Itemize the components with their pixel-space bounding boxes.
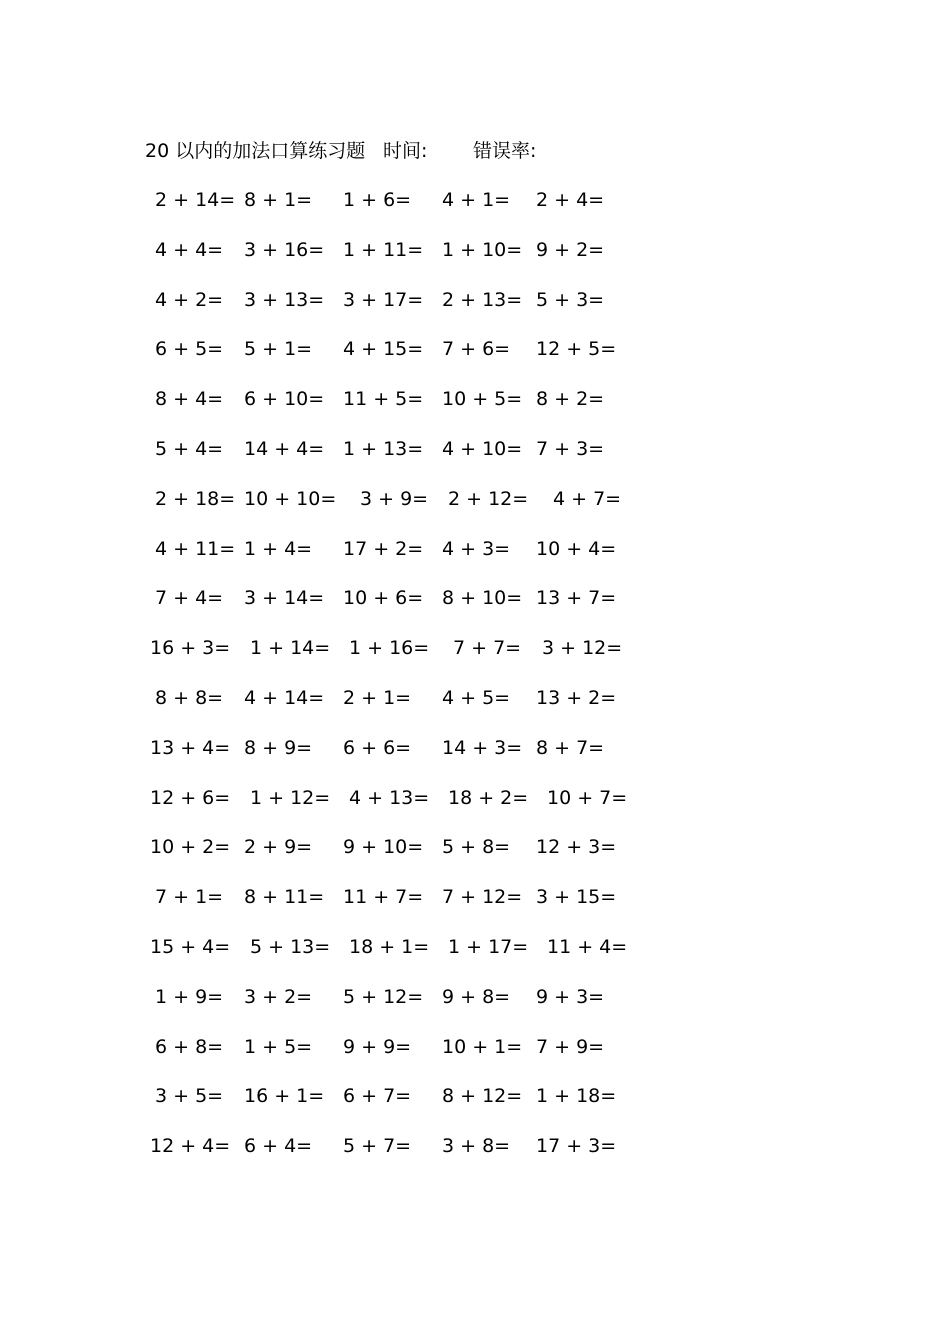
problem-item: 1 + 18= (536, 1085, 617, 1108)
problem-item: 11 + 5= (343, 388, 424, 411)
problem-row (0, 486, 950, 512)
problem-item: 2 + 18= (155, 487, 236, 510)
problem-item: 1 + 5= (244, 1035, 313, 1058)
problem-item: 9 + 2= (536, 238, 605, 261)
problem-item: 1 + 4= (244, 537, 313, 560)
problem-item: 16 + 1= (244, 1085, 325, 1108)
problem-item: 1 + 17= (448, 936, 529, 958)
problem-item: 12 + 3= (536, 836, 617, 859)
problem-item: 7 + 7= (453, 637, 522, 660)
problem-item: 5 + 3= (536, 288, 605, 311)
problem-item: 9 + 3= (536, 985, 605, 1008)
problem-item: 1 + 13= (343, 438, 424, 460)
problem-item: 3 + 14= (244, 587, 325, 610)
problem-item: 3 + 5= (155, 1085, 224, 1108)
problem-item: 9 + 10= (343, 836, 424, 859)
problem-item: 6 + 8= (155, 1035, 224, 1058)
problem-item: 4 + 10= (442, 438, 523, 460)
problem-item: 4 + 15= (343, 338, 424, 361)
problem-item: 14 + 3= (442, 736, 523, 759)
problem-item: 4 + 1= (442, 189, 511, 211)
problem-item: 4 + 14= (244, 687, 325, 709)
problem-item: 9 + 8= (442, 985, 511, 1008)
problem-item: 3 + 17= (343, 288, 424, 311)
problem-row (0, 984, 950, 1010)
problem-item: 13 + 7= (536, 587, 617, 610)
problem-item: 5 + 8= (442, 836, 511, 859)
problem-item: 10 + 1= (442, 1035, 523, 1058)
problem-item: 10 + 7= (547, 786, 628, 809)
problem-item: 2 + 4= (536, 189, 605, 211)
problem-item: 10 + 6= (343, 587, 424, 610)
problem-item: 6 + 6= (343, 736, 412, 759)
problem-row (0, 237, 950, 263)
problem-item: 2 + 1= (343, 687, 412, 709)
problem-item: 18 + 2= (448, 786, 529, 809)
problem-item: 17 + 3= (536, 1135, 617, 1158)
problem-row (0, 834, 950, 860)
problem-item: 6 + 7= (343, 1085, 412, 1108)
problem-item: 8 + 7= (536, 736, 605, 759)
worksheet-title: 20 以内的加法口算练习题 (145, 140, 366, 162)
problem-item: 11 + 7= (343, 886, 424, 909)
problem-row (0, 336, 950, 362)
problem-row (0, 536, 950, 562)
problem-item: 1 + 16= (349, 637, 430, 660)
problem-item: 8 + 10= (442, 587, 523, 610)
problem-item: 15 + 4= (150, 936, 231, 958)
problem-item: 17 + 2= (343, 537, 424, 560)
problem-item: 7 + 4= (155, 587, 224, 610)
problem-item: 4 + 4= (155, 238, 224, 261)
problem-item: 8 + 4= (155, 388, 224, 411)
time-label: 时间: (383, 140, 428, 162)
problem-item: 5 + 13= (250, 936, 331, 958)
problem-item: 4 + 5= (442, 687, 511, 709)
problem-item: 2 + 14= (155, 189, 236, 211)
problem-item: 1 + 12= (250, 786, 331, 809)
problem-item: 2 + 12= (448, 487, 529, 510)
problem-item: 7 + 3= (536, 438, 605, 460)
problem-item: 8 + 11= (244, 886, 325, 909)
problem-item: 3 + 15= (536, 886, 617, 909)
problem-row (0, 735, 950, 761)
problem-item: 12 + 5= (536, 338, 617, 361)
problem-row (0, 386, 950, 412)
problem-item: 4 + 3= (442, 537, 511, 560)
problem-item: 14 + 4= (244, 438, 325, 460)
problem-item: 4 + 7= (553, 487, 622, 510)
problem-item: 1 + 10= (442, 238, 523, 261)
problem-item: 5 + 4= (155, 438, 224, 460)
problem-row (0, 884, 950, 910)
problem-item: 4 + 13= (349, 786, 430, 809)
problem-item: 5 + 1= (244, 338, 313, 361)
problem-item: 3 + 8= (442, 1135, 511, 1158)
problem-item: 4 + 11= (155, 537, 236, 560)
problem-item: 1 + 11= (343, 238, 424, 261)
problem-row (0, 436, 950, 462)
problem-item: 12 + 6= (150, 786, 231, 809)
problem-item: 3 + 12= (542, 637, 623, 660)
problem-item: 13 + 2= (536, 687, 617, 709)
problem-item: 6 + 4= (244, 1135, 313, 1158)
problem-item: 3 + 16= (244, 238, 325, 261)
problem-item: 7 + 1= (155, 886, 224, 909)
problem-row (0, 934, 950, 960)
error-rate-label: 错误率: (473, 140, 537, 162)
problem-row (0, 1083, 950, 1109)
problem-row (0, 1133, 950, 1159)
problem-item: 1 + 9= (155, 985, 224, 1008)
problem-item: 13 + 4= (150, 736, 231, 759)
problem-item: 10 + 4= (536, 537, 617, 560)
problem-item: 8 + 9= (244, 736, 313, 759)
problem-item: 5 + 12= (343, 985, 424, 1008)
problem-item: 3 + 2= (244, 985, 313, 1008)
problem-item: 9 + 9= (343, 1035, 412, 1058)
problem-item: 10 + 2= (150, 836, 231, 859)
problem-item: 10 + 10= (244, 487, 337, 510)
problem-row (0, 585, 950, 611)
problem-item: 1 + 14= (250, 637, 331, 660)
problem-item: 18 + 1= (349, 936, 430, 958)
problem-item: 10 + 5= (442, 388, 523, 411)
problem-item: 7 + 12= (442, 886, 523, 909)
problem-item: 3 + 9= (360, 487, 429, 510)
problem-row (0, 785, 950, 811)
problem-item: 16 + 3= (150, 637, 231, 660)
problem-row (0, 187, 950, 213)
problem-row (0, 685, 950, 711)
problem-item: 11 + 4= (547, 936, 628, 958)
problem-item: 7 + 9= (536, 1035, 605, 1058)
problem-item: 5 + 7= (343, 1135, 412, 1158)
problem-item: 12 + 4= (150, 1135, 231, 1158)
problem-row (0, 1034, 950, 1060)
problem-item: 3 + 13= (244, 288, 325, 311)
problem-item: 6 + 5= (155, 338, 224, 361)
problem-item: 6 + 10= (244, 388, 325, 411)
problem-item: 8 + 8= (155, 687, 224, 709)
problem-item: 1 + 6= (343, 189, 412, 211)
problem-item: 8 + 2= (536, 388, 605, 411)
problem-row (0, 635, 950, 661)
problem-item: 8 + 12= (442, 1085, 523, 1108)
problem-item: 2 + 9= (244, 836, 313, 859)
problem-item: 8 + 1= (244, 189, 313, 211)
problem-item: 2 + 13= (442, 288, 523, 311)
problem-row (0, 287, 950, 313)
problem-item: 7 + 6= (442, 338, 511, 361)
problem-item: 4 + 2= (155, 288, 224, 311)
